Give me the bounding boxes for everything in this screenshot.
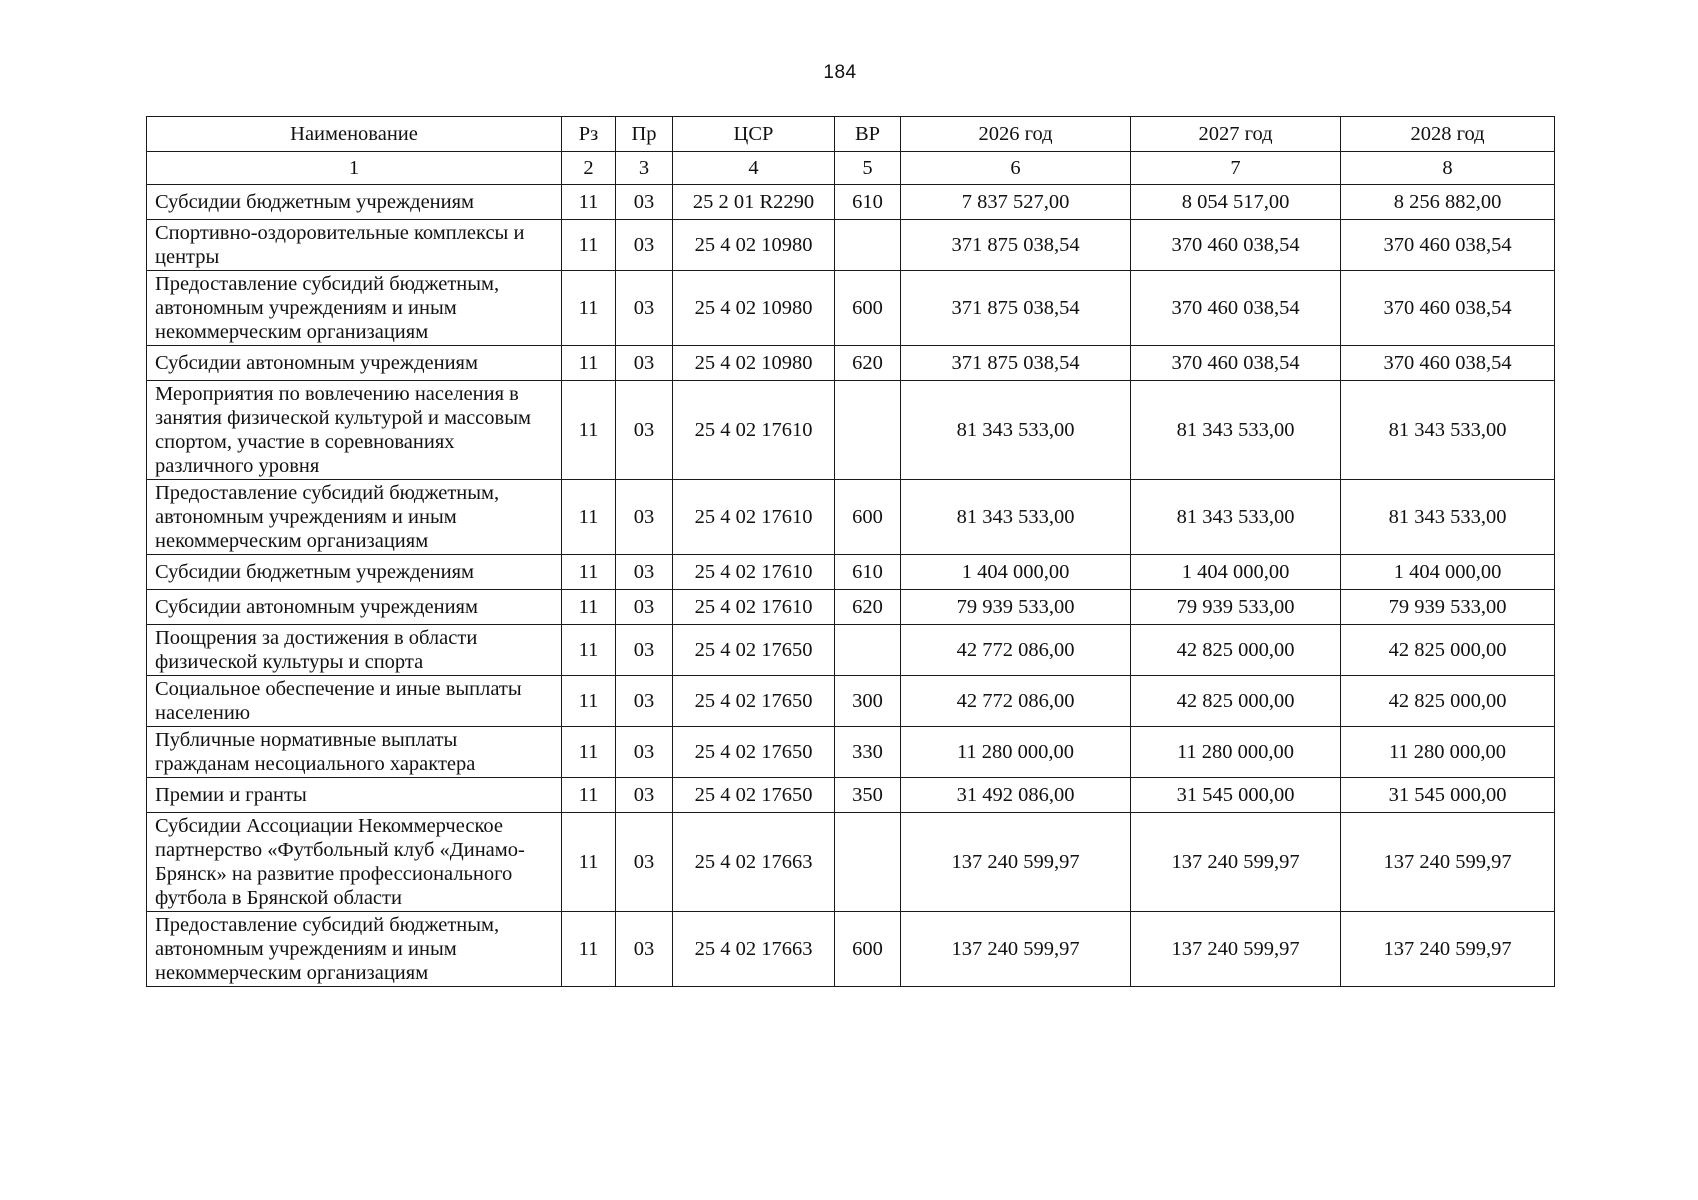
cell-name: Предоставление субсидий бюджетным, автономным учреждениям и иным некоммерческим организациям <box>147 480 562 555</box>
cell-vr: 610 <box>835 185 901 220</box>
cell-2027: 11 280 000,00 <box>1131 727 1341 778</box>
cell-2027: 42 825 000,00 <box>1131 676 1341 727</box>
cell-2027: 370 460 038,54 <box>1131 346 1341 381</box>
cell-2028: 42 825 000,00 <box>1341 625 1555 676</box>
table-row <box>147 555 1555 590</box>
cell-rz: 11 <box>562 813 616 912</box>
cell-vr <box>835 813 901 912</box>
cell-vr: 600 <box>835 912 901 987</box>
cell-name: Субсидии автономным учреждениям <box>147 590 562 625</box>
cell-2026: 81 343 533,00 <box>901 381 1131 480</box>
cell-2028: 31 545 000,00 <box>1341 778 1555 813</box>
cell-name: Спортивно-оздоровительные комплексы и центры <box>147 220 562 271</box>
table-row <box>147 381 1555 480</box>
cell-csr: 25 4 02 17650 <box>673 625 835 676</box>
column-number: 2 <box>562 152 616 185</box>
cell-2028: 137 240 599,97 <box>1341 813 1555 912</box>
header-csr: ЦСР <box>673 117 835 152</box>
cell-vr: 330 <box>835 727 901 778</box>
budget-table <box>146 116 1555 987</box>
column-number: 5 <box>835 152 901 185</box>
cell-csr: 25 4 02 10980 <box>673 220 835 271</box>
column-number: 4 <box>673 152 835 185</box>
cell-vr: 350 <box>835 778 901 813</box>
cell-rz: 11 <box>562 676 616 727</box>
cell-rz: 11 <box>562 590 616 625</box>
cell-2026: 371 875 038,54 <box>901 271 1131 346</box>
cell-2026: 42 772 086,00 <box>901 625 1131 676</box>
cell-csr: 25 4 02 17650 <box>673 727 835 778</box>
cell-pr: 03 <box>616 625 673 676</box>
cell-name: Предоставление субсидий бюджетным, автономным учреждениям и иным некоммерческим организациям <box>147 271 562 346</box>
cell-pr: 03 <box>616 271 673 346</box>
cell-name: Предоставление субсидий бюджетным, автономным учреждениям и иным некоммерческим организациям <box>147 912 562 987</box>
cell-2027: 370 460 038,54 <box>1131 271 1341 346</box>
cell-pr: 03 <box>616 912 673 987</box>
cell-rz: 11 <box>562 727 616 778</box>
cell-2028: 42 825 000,00 <box>1341 676 1555 727</box>
header-pr: Пр <box>616 117 673 152</box>
cell-rz: 11 <box>562 480 616 555</box>
cell-pr: 03 <box>616 381 673 480</box>
cell-rz: 11 <box>562 185 616 220</box>
table-row <box>147 727 1555 778</box>
cell-csr: 25 4 02 17663 <box>673 813 835 912</box>
cell-vr <box>835 381 901 480</box>
header-rz: Рз <box>562 117 616 152</box>
cell-csr: 25 4 02 17610 <box>673 381 835 480</box>
cell-pr: 03 <box>616 676 673 727</box>
table-row <box>147 346 1555 381</box>
cell-2028: 370 460 038,54 <box>1341 346 1555 381</box>
cell-pr: 03 <box>616 555 673 590</box>
table-row <box>147 480 1555 555</box>
cell-2028: 1 404 000,00 <box>1341 555 1555 590</box>
cell-2028: 81 343 533,00 <box>1341 480 1555 555</box>
cell-pr: 03 <box>616 480 673 555</box>
header-vr: ВР <box>835 117 901 152</box>
cell-csr: 25 4 02 17610 <box>673 480 835 555</box>
cell-csr: 25 4 02 17650 <box>673 778 835 813</box>
cell-vr: 600 <box>835 480 901 555</box>
cell-2028: 370 460 038,54 <box>1341 220 1555 271</box>
cell-2026: 371 875 038,54 <box>901 346 1131 381</box>
cell-pr: 03 <box>616 813 673 912</box>
cell-vr: 620 <box>835 346 901 381</box>
table-row <box>147 220 1555 271</box>
table-body <box>147 185 1555 987</box>
cell-vr: 300 <box>835 676 901 727</box>
cell-2027: 137 240 599,97 <box>1131 912 1341 987</box>
cell-csr: 25 4 02 17663 <box>673 912 835 987</box>
cell-pr: 03 <box>616 727 673 778</box>
column-number: 6 <box>901 152 1131 185</box>
cell-2026: 42 772 086,00 <box>901 676 1131 727</box>
cell-2028: 8 256 882,00 <box>1341 185 1555 220</box>
cell-rz: 11 <box>562 346 616 381</box>
cell-2026: 31 492 086,00 <box>901 778 1131 813</box>
header-name: Наименование <box>147 117 562 152</box>
cell-2028: 137 240 599,97 <box>1341 912 1555 987</box>
table-row <box>147 185 1555 220</box>
cell-name: Публичные нормативные выплаты гражданам несоциального характера <box>147 727 562 778</box>
table-row <box>147 912 1555 987</box>
cell-2027: 370 460 038,54 <box>1131 220 1341 271</box>
cell-csr: 25 4 02 17610 <box>673 555 835 590</box>
cell-2026: 11 280 000,00 <box>901 727 1131 778</box>
table-row <box>147 676 1555 727</box>
cell-2026: 79 939 533,00 <box>901 590 1131 625</box>
cell-name: Социальное обеспечение и иные выплаты населению <box>147 676 562 727</box>
cell-rz: 11 <box>562 912 616 987</box>
header-year-2028: 2028 год <box>1341 117 1555 152</box>
cell-vr <box>835 625 901 676</box>
cell-2026: 81 343 533,00 <box>901 480 1131 555</box>
cell-2026: 7 837 527,00 <box>901 185 1131 220</box>
cell-2028: 79 939 533,00 <box>1341 590 1555 625</box>
cell-csr: 25 4 02 17650 <box>673 676 835 727</box>
page-number: 184 <box>823 62 857 83</box>
cell-name: Премии и гранты <box>147 778 562 813</box>
column-number-row <box>147 152 1555 185</box>
cell-rz: 11 <box>562 555 616 590</box>
table-row <box>147 590 1555 625</box>
cell-name: Субсидии бюджетным учреждениям <box>147 185 562 220</box>
cell-2026: 1 404 000,00 <box>901 555 1131 590</box>
cell-pr: 03 <box>616 346 673 381</box>
cell-2027: 1 404 000,00 <box>1131 555 1341 590</box>
cell-pr: 03 <box>616 778 673 813</box>
cell-csr: 25 4 02 17610 <box>673 590 835 625</box>
cell-name: Субсидии автономным учреждениям <box>147 346 562 381</box>
cell-2026: 371 875 038,54 <box>901 220 1131 271</box>
cell-vr: 610 <box>835 555 901 590</box>
cell-name: Мероприятия по вовлечению населения в занятия физической культурой и массовым спортом, участие в соревнованиях различного уровня <box>147 381 562 480</box>
cell-vr: 600 <box>835 271 901 346</box>
column-number: 3 <box>616 152 673 185</box>
table-row <box>147 813 1555 912</box>
cell-2027: 8 054 517,00 <box>1131 185 1341 220</box>
cell-rz: 11 <box>562 381 616 480</box>
cell-2028: 370 460 038,54 <box>1341 271 1555 346</box>
cell-2028: 11 280 000,00 <box>1341 727 1555 778</box>
cell-name: Субсидии бюджетным учреждениям <box>147 555 562 590</box>
header-year-2026: 2026 год <box>901 117 1131 152</box>
cell-pr: 03 <box>616 590 673 625</box>
cell-2027: 137 240 599,97 <box>1131 813 1341 912</box>
table-row <box>147 271 1555 346</box>
table-row <box>147 625 1555 676</box>
column-number: 1 <box>147 152 562 185</box>
table-header-row <box>147 117 1555 152</box>
cell-vr: 620 <box>835 590 901 625</box>
cell-name: Поощрения за достижения в области физической культуры и спорта <box>147 625 562 676</box>
cell-2027: 81 343 533,00 <box>1131 480 1341 555</box>
cell-rz: 11 <box>562 220 616 271</box>
column-number: 7 <box>1131 152 1341 185</box>
cell-2026: 137 240 599,97 <box>901 912 1131 987</box>
cell-pr: 03 <box>616 220 673 271</box>
cell-csr: 25 4 02 10980 <box>673 271 835 346</box>
cell-pr: 03 <box>616 185 673 220</box>
cell-2027: 31 545 000,00 <box>1131 778 1341 813</box>
table-row <box>147 778 1555 813</box>
cell-csr: 25 4 02 10980 <box>673 346 835 381</box>
header-year-2027: 2027 год <box>1131 117 1341 152</box>
cell-rz: 11 <box>562 271 616 346</box>
cell-rz: 11 <box>562 778 616 813</box>
cell-name: Субсидии Ассоциации Некоммерческое партнерство «Футбольный клуб «Динамо-Брянск» на развитие профессионального футбола в Брянской области <box>147 813 562 912</box>
cell-2028: 81 343 533,00 <box>1341 381 1555 480</box>
cell-2027: 81 343 533,00 <box>1131 381 1341 480</box>
cell-2027: 79 939 533,00 <box>1131 590 1341 625</box>
cell-2026: 137 240 599,97 <box>901 813 1131 912</box>
cell-csr: 25 2 01 R2290 <box>673 185 835 220</box>
column-number: 8 <box>1341 152 1555 185</box>
cell-rz: 11 <box>562 625 616 676</box>
cell-2027: 42 825 000,00 <box>1131 625 1341 676</box>
cell-vr <box>835 220 901 271</box>
